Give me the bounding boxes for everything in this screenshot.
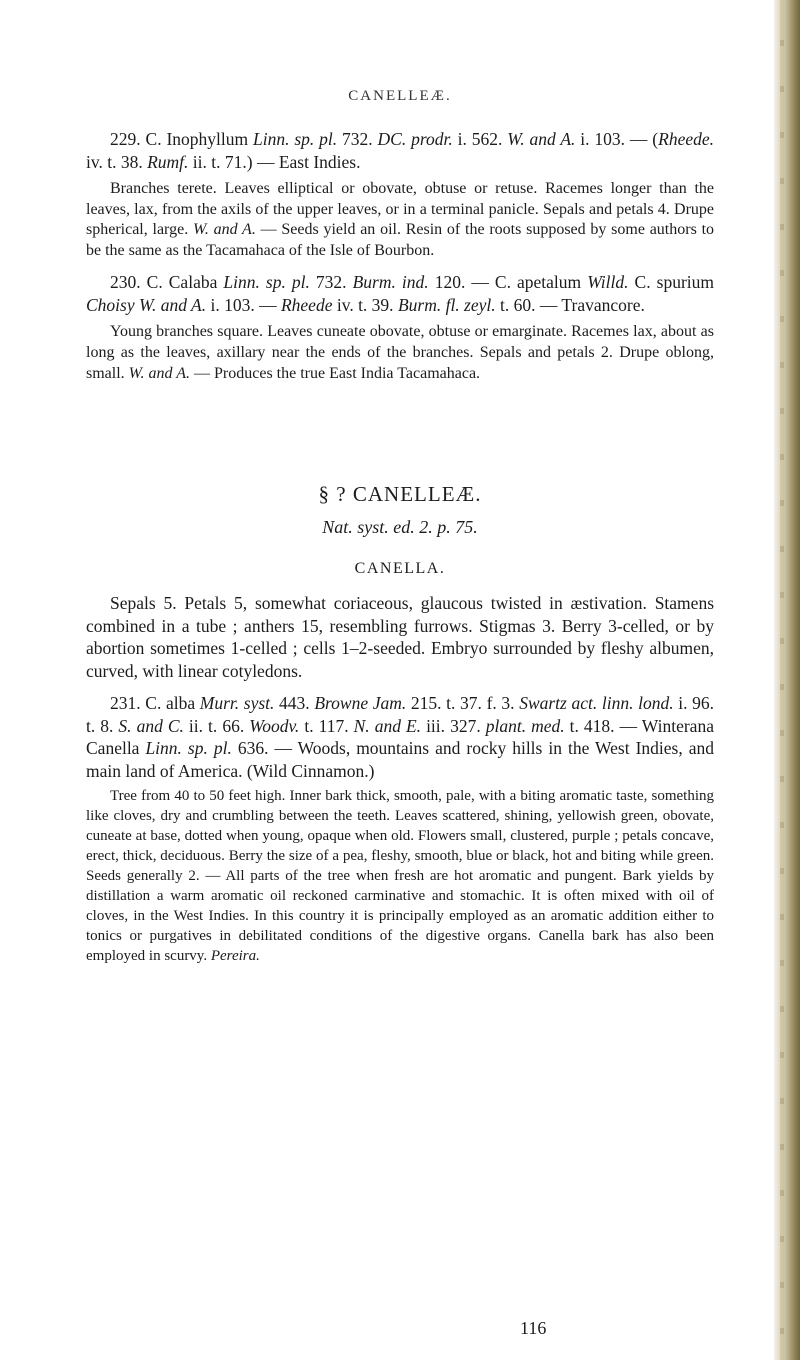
species-name: C. Inophyllum — [145, 129, 249, 149]
citation-text: t. 418. — Winterana Canella — [86, 715, 714, 759]
species-description-230 — [86, 322, 714, 384]
citation-text: C. spurium — [628, 272, 715, 293]
entry-number: 231. — [110, 693, 141, 714]
citation: Linn. sp. pl. — [145, 738, 232, 759]
citation: Browne Jam. — [314, 693, 407, 714]
entry-number: 229. — [110, 129, 141, 149]
description-text: Tree from 40 to 50 feet high. Inner bark thick, smooth, pale, with a biting aromatic taste, something like cloves, dry and crumbling between the teeth. Leaves scattered, shining, yellowish green, obovate, cuneate at base, dotted when young, opaque when old. Flowers small, clustered, purple ; petals concave, erect, thick, deciduous. Berry the size of a pea, fleshy, smooth, blue or black, hot and biting while green. Seeds generally 2. — All parts of the tree when fresh are hot aromatic and pungent. Bark yields by distillation a warm aromatic oil reckoned carminative and stomachic. It is often mixed with oil of cloves, in the West Indies. In this country it is principally employed as an aromatic addition either to tonics or purgatives in debilitated conditions of the digestive organs. Canella bark has also been employed in scurvy. — [86, 788, 714, 965]
note-citation: W. and A. — [192, 221, 256, 239]
species-name: C. alba — [145, 693, 196, 714]
citation: N. and E. — [353, 715, 422, 736]
citation: Murr. syst. — [199, 693, 275, 714]
citation-text: 732. — [309, 272, 353, 293]
citation-text: 120. — C. apetalum — [428, 272, 588, 293]
citation-text: 215. t. 37. f. 3. — [406, 693, 520, 714]
citation-text: 443. — [274, 693, 315, 714]
species-entry-231 — [86, 692, 714, 782]
citation: Rumf. — [147, 151, 189, 172]
note-citation: W. and A. — [128, 364, 191, 382]
description-text: Branches terete. Leaves elliptical or obovate, obtuse or retuse. Racemes longer than the leaves, lax, from the axils of the upper leaves, or in a terminal panicle. Sepals and petals 4. Drupe spherical, large. — [86, 180, 714, 239]
citation-text: ii. t. 66. — [183, 715, 250, 736]
citation: Linn. sp. pl. — [253, 129, 338, 149]
citation-text: iii. 327. — [421, 715, 486, 736]
page-binding-edge — [774, 0, 800, 1360]
entry-number: 230. — [110, 272, 141, 293]
citation-text: 732. — [337, 129, 378, 149]
citation: DC. prodr. — [377, 129, 453, 149]
page-number: 116 — [520, 1318, 547, 1338]
note-text: — Produces the true East India Tacamahaca. — [190, 364, 481, 382]
genus-heading: CANELLA. — [354, 560, 446, 578]
citation: S. and C. — [118, 715, 184, 736]
page-content — [86, 128, 714, 966]
citation-text: i. 103. — ( — [575, 129, 659, 149]
citation-text: t. 117. — [299, 715, 354, 736]
citation: Linn. sp. pl. — [223, 272, 310, 293]
citation-text: 636. — Woods, mountains and rocky hills in the West Indies, and main land of America. (Wild Cinnamon.) — [86, 738, 714, 781]
citation: Rheede — [280, 294, 333, 315]
running-head: CANELLEÆ. — [348, 88, 452, 104]
species-description-229 — [86, 179, 714, 261]
citation-text: i. 96. t. 8. — [86, 693, 714, 736]
description-text: Young branches square. Leaves cuneate obovate, obtuse or emarginate. Racemes lax, about as long as the leaves, axillary near the ends of the branches. Sepals and petals 2. Drupe oblong, small. — [86, 323, 714, 382]
citation-text: t. 60. — Travancore. — [495, 294, 645, 315]
citation: Burm. ind. — [352, 272, 429, 293]
section-title: § ? CANELLEÆ. — [318, 482, 482, 507]
citation: W. and A. — [507, 129, 576, 149]
species-description-231 — [86, 786, 714, 966]
citation: Swartz act. linn. lond. — [519, 693, 674, 714]
citation: plant. med. — [485, 715, 565, 736]
species-name: C. Calaba — [146, 272, 218, 293]
section-reference: Nat. syst. ed. 2. p. 75. — [322, 517, 478, 538]
citation-text: i. 103. — — [206, 294, 281, 315]
citation-text: iv. t. 39. — [332, 294, 398, 315]
citation-text: ii. t. 71.) — East Indies. — [188, 151, 361, 172]
note-text: — Seeds yield an oil. Resin of the roots supposed by some authors to be the same as the Tacamahaca of the Isle of Bourbon. — [86, 221, 715, 259]
citation-text: i. 562. — [452, 129, 508, 149]
author-citation: Pereira. — [210, 948, 260, 965]
species-entry-229 — [86, 128, 714, 173]
citation: Burm. fl. zeyl. — [397, 294, 496, 315]
citation: Willd. — [587, 272, 629, 293]
species-entry-230 — [86, 271, 714, 316]
citation: Rheede. — [658, 129, 714, 149]
citation-text: iv. t. 38. — [86, 151, 148, 172]
citation: Woodv. — [249, 715, 300, 736]
genus-character: Sepals 5. Petals 5, somewhat coriaceous, glaucous twisted in æstivation. Stamens combined in a tube ; anthers 15, resembling furrows. Stigmas 3. Berry 3-celled, or by abortion sometimes 1-celled ; cells 1–2-seeded. Embryo surrounded by fleshy albumen, curved, with linear cotyledons. — [86, 593, 714, 681]
citation: Choisy W. and A. — [86, 294, 207, 315]
